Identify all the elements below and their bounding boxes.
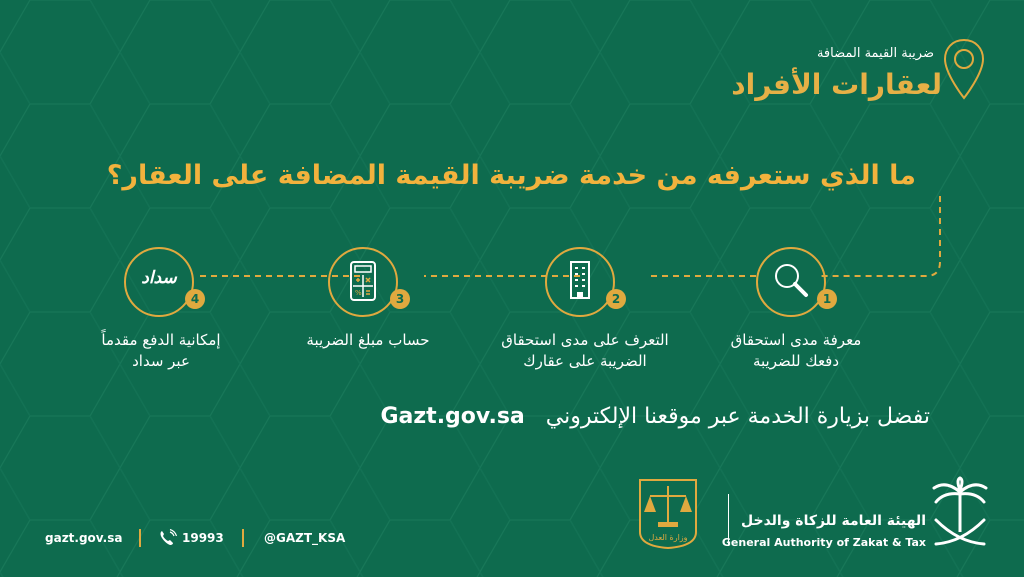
step-3-text (273, 330, 463, 351)
footer-separator (139, 529, 141, 547)
step-1-number: 1 (817, 289, 837, 309)
magnifier-icon (758, 249, 824, 315)
step-1-text (701, 330, 891, 372)
step-2-line-1: التعرف على مدى استحقاق (501, 331, 669, 349)
step-4-text (66, 330, 256, 372)
palm-swords-emblem-icon (928, 476, 992, 552)
step-4-circle (124, 247, 194, 317)
step-1-line-2: دفعك للضريبة (752, 352, 840, 370)
step-4-line-2: عبر سداد (132, 352, 190, 370)
step-3-line-1: حساب مبلغ الضريبة (306, 331, 430, 349)
svg-text:%: % (355, 289, 362, 297)
step-4-number: 4 (185, 289, 205, 309)
authority-name-english: General Authority of Zakat & Tax (721, 536, 926, 549)
campaign-title: لعقارات الأفراد (731, 68, 942, 101)
step-2-line-2: الضريبة على عقارك (523, 352, 647, 370)
phone-icon (158, 529, 178, 547)
footer-social-handle[interactable]: @GAZT_KSA (264, 531, 346, 545)
campaign-subtitle: ضريبة القيمة المضافة (816, 46, 934, 61)
footer-phone[interactable]: 19993 (182, 531, 224, 545)
visit-website-link[interactable]: Gazt.gov.sa (380, 404, 525, 429)
step-1-line-1: معرفة مدى استحقاق (730, 331, 862, 349)
step-3-number: 3 (390, 289, 410, 309)
step-4-line-1: إمكانية الدفع مقدماً (101, 331, 221, 349)
step-2-circle (545, 247, 615, 317)
visit-message (290, 404, 930, 429)
step-2-text (490, 330, 680, 372)
sadad-logo: سداد (141, 268, 177, 288)
calculator-icon (330, 249, 396, 315)
ministry-of-justice-logo (636, 476, 700, 550)
building-icon (547, 249, 613, 315)
step-1-circle (756, 247, 826, 317)
step-3-circle (328, 247, 398, 317)
ministry-logo-text: وزارة العدل (648, 533, 688, 542)
page-title: ما الذي ستعرفه من خدمة ضريبة القيمة المضافة على العقار؟ (106, 160, 916, 191)
visit-text: تفضل بزيارة الخدمة عبر موقعنا الإلكتروني (545, 404, 930, 429)
footer-website-link[interactable]: gazt.gov.sa (45, 531, 123, 545)
authority-name-arabic: الهيئة العامة للزكاة والدخل (741, 513, 926, 529)
step-2-number: 2 (606, 289, 626, 309)
footer-separator (242, 529, 244, 547)
